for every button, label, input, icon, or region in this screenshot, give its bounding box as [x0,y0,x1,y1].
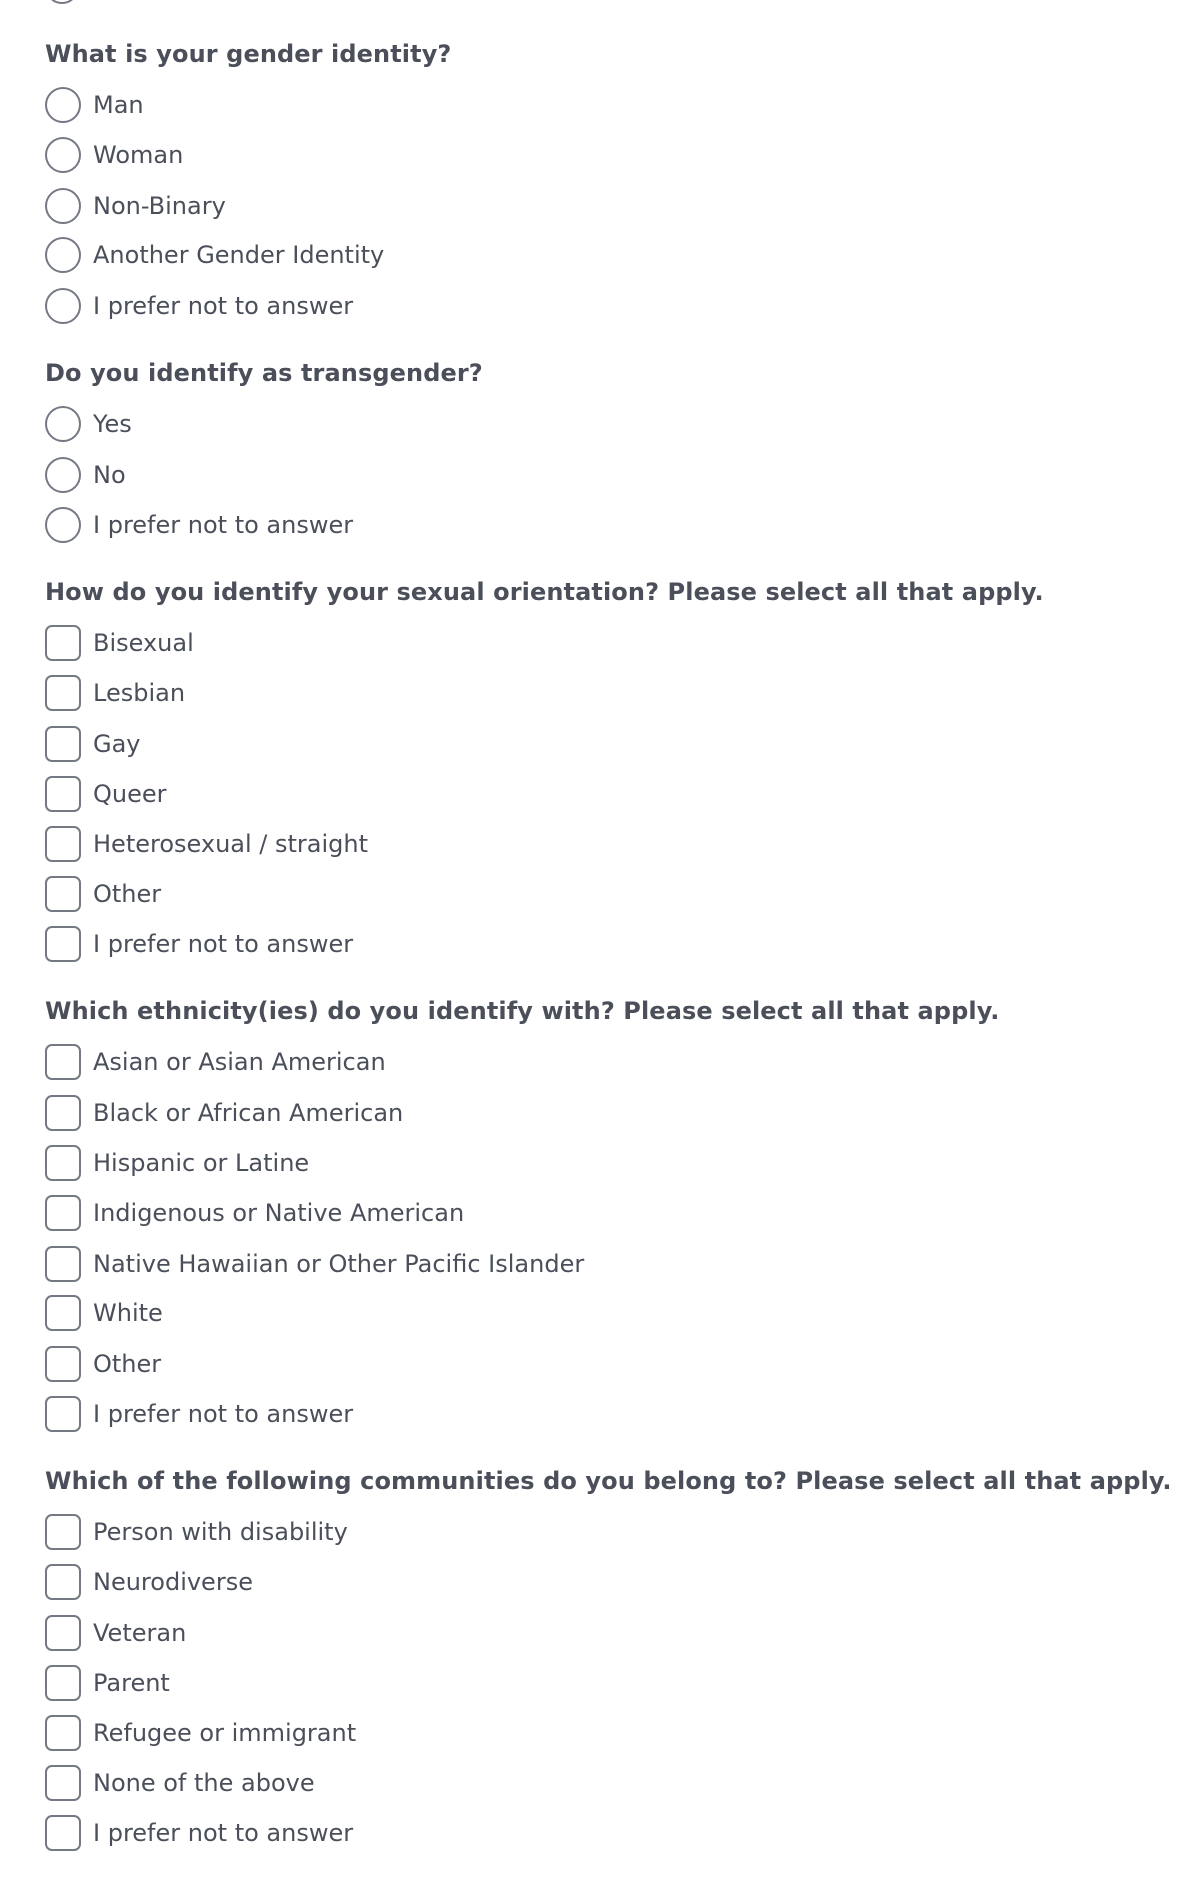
option-label: Black or African American [93,1099,404,1127]
checkbox[interactable] [45,926,81,962]
checkbox[interactable] [45,876,81,912]
option-label: I prefer not to answer [93,1400,354,1428]
checkbox[interactable] [45,1044,81,1080]
option-label: Native Hawaiian or Other Pacific Islander [93,1250,585,1278]
option-label: Queer [93,780,167,808]
checkbox[interactable] [45,1346,81,1382]
option-lesbian[interactable] [45,674,185,712]
option-label: Woman [93,141,184,169]
checkbox[interactable] [45,1514,81,1550]
option-non-binary[interactable] [45,187,226,225]
checkbox[interactable] [45,1815,81,1851]
option-disability[interactable] [45,1513,348,1551]
option-label: Other [93,1350,162,1378]
radio-button[interactable] [45,406,81,442]
radio-button[interactable] [45,457,81,493]
option-label: Person with disability [93,1518,348,1546]
option-label: I prefer not to answer [93,292,354,320]
option-transgender-prefer-not[interactable] [45,506,353,544]
option-communities-prefer-not[interactable] [45,1814,353,1852]
radio-button[interactable] [45,237,81,273]
option-label: Veteran [93,1619,187,1647]
option-white[interactable] [45,1294,163,1332]
checkbox[interactable] [45,1564,81,1600]
option-yes[interactable] [45,405,132,443]
question-ethnicity: Which ethnicity(ies) do you identify with? Please select all that apply. [45,997,1000,1025]
option-gay[interactable] [45,725,141,763]
option-label: Lesbian [93,679,186,707]
checkbox[interactable] [45,1615,81,1651]
option-label: Indigenous or Native American [93,1199,465,1227]
option-veteran[interactable] [45,1614,186,1652]
option-label: I prefer not to answer [93,511,354,539]
radio-button[interactable] [45,87,81,123]
question-gender-identity: What is your gender identity? [45,40,452,68]
option-label: Refugee or immigrant [93,1719,357,1747]
option-label: None of the above [93,1769,315,1797]
option-label: Another Gender Identity [93,241,385,269]
option-asian[interactable] [45,1043,386,1081]
checkbox[interactable] [45,1246,81,1282]
option-label: Yes [93,410,132,438]
radio-button[interactable] [45,507,81,543]
checkbox[interactable] [45,675,81,711]
option-orientation-other[interactable] [45,875,161,913]
option-label: Neurodiverse [93,1568,253,1596]
option-gender-prefer-not[interactable] [45,287,353,325]
option-label: White [93,1299,163,1327]
radio-button[interactable] [45,137,81,173]
checkbox[interactable] [45,1765,81,1801]
option-another-gender-identity[interactable] [45,236,384,274]
question-communities: Which of the following communities do you belong to? Please select all that apply. [45,1467,1172,1495]
option-label: Bisexual [93,629,194,657]
option-none-of-above[interactable] [45,1764,315,1802]
option-label: I prefer not to answer [93,1819,354,1847]
option-label: Parent [93,1669,170,1697]
option-no[interactable] [45,456,126,494]
option-ethnicity-other[interactable] [45,1345,161,1383]
option-bisexual[interactable] [45,624,194,662]
option-pacific-islander[interactable] [45,1245,584,1283]
option-refugee[interactable] [45,1714,356,1752]
option-label: Hispanic or Latine [93,1149,310,1177]
option-queer[interactable] [45,775,167,813]
option-label: Gay [93,730,141,758]
option-label: Heterosexual / straight [93,830,369,858]
option-label: Non-Binary [93,192,226,220]
checkbox[interactable] [45,1195,81,1231]
checkbox[interactable] [45,1095,81,1131]
option-orientation-prefer-not[interactable] [45,925,353,963]
checkbox[interactable] [45,726,81,762]
option-black[interactable] [45,1094,403,1132]
option-label: Man [93,91,144,119]
checkbox[interactable] [45,826,81,862]
option-label: Other [93,880,162,908]
option-man[interactable] [45,86,144,124]
option-indigenous[interactable] [45,1194,464,1232]
checkbox[interactable] [45,1665,81,1701]
option-woman[interactable] [45,136,183,174]
option-ethnicity-prefer-not[interactable] [45,1395,353,1433]
cut-off-radio[interactable] [45,0,79,4]
checkbox[interactable] [45,1715,81,1751]
checkbox[interactable] [45,1295,81,1331]
checkbox[interactable] [45,625,81,661]
question-sexual-orientation: How do you identify your sexual orientation? Please select all that apply. [45,578,1044,606]
option-heterosexual[interactable] [45,825,368,863]
option-neurodiverse[interactable] [45,1563,253,1601]
option-parent[interactable] [45,1664,170,1702]
checkbox[interactable] [45,1396,81,1432]
option-label: Asian or Asian American [93,1048,386,1076]
question-transgender: Do you identify as transgender? [45,359,483,387]
option-hispanic[interactable] [45,1144,309,1182]
option-label: I prefer not to answer [93,930,354,958]
radio-button[interactable] [45,188,81,224]
checkbox[interactable] [45,1145,81,1181]
radio-button[interactable] [45,288,81,324]
checkbox[interactable] [45,776,81,812]
option-label: No [93,461,126,489]
